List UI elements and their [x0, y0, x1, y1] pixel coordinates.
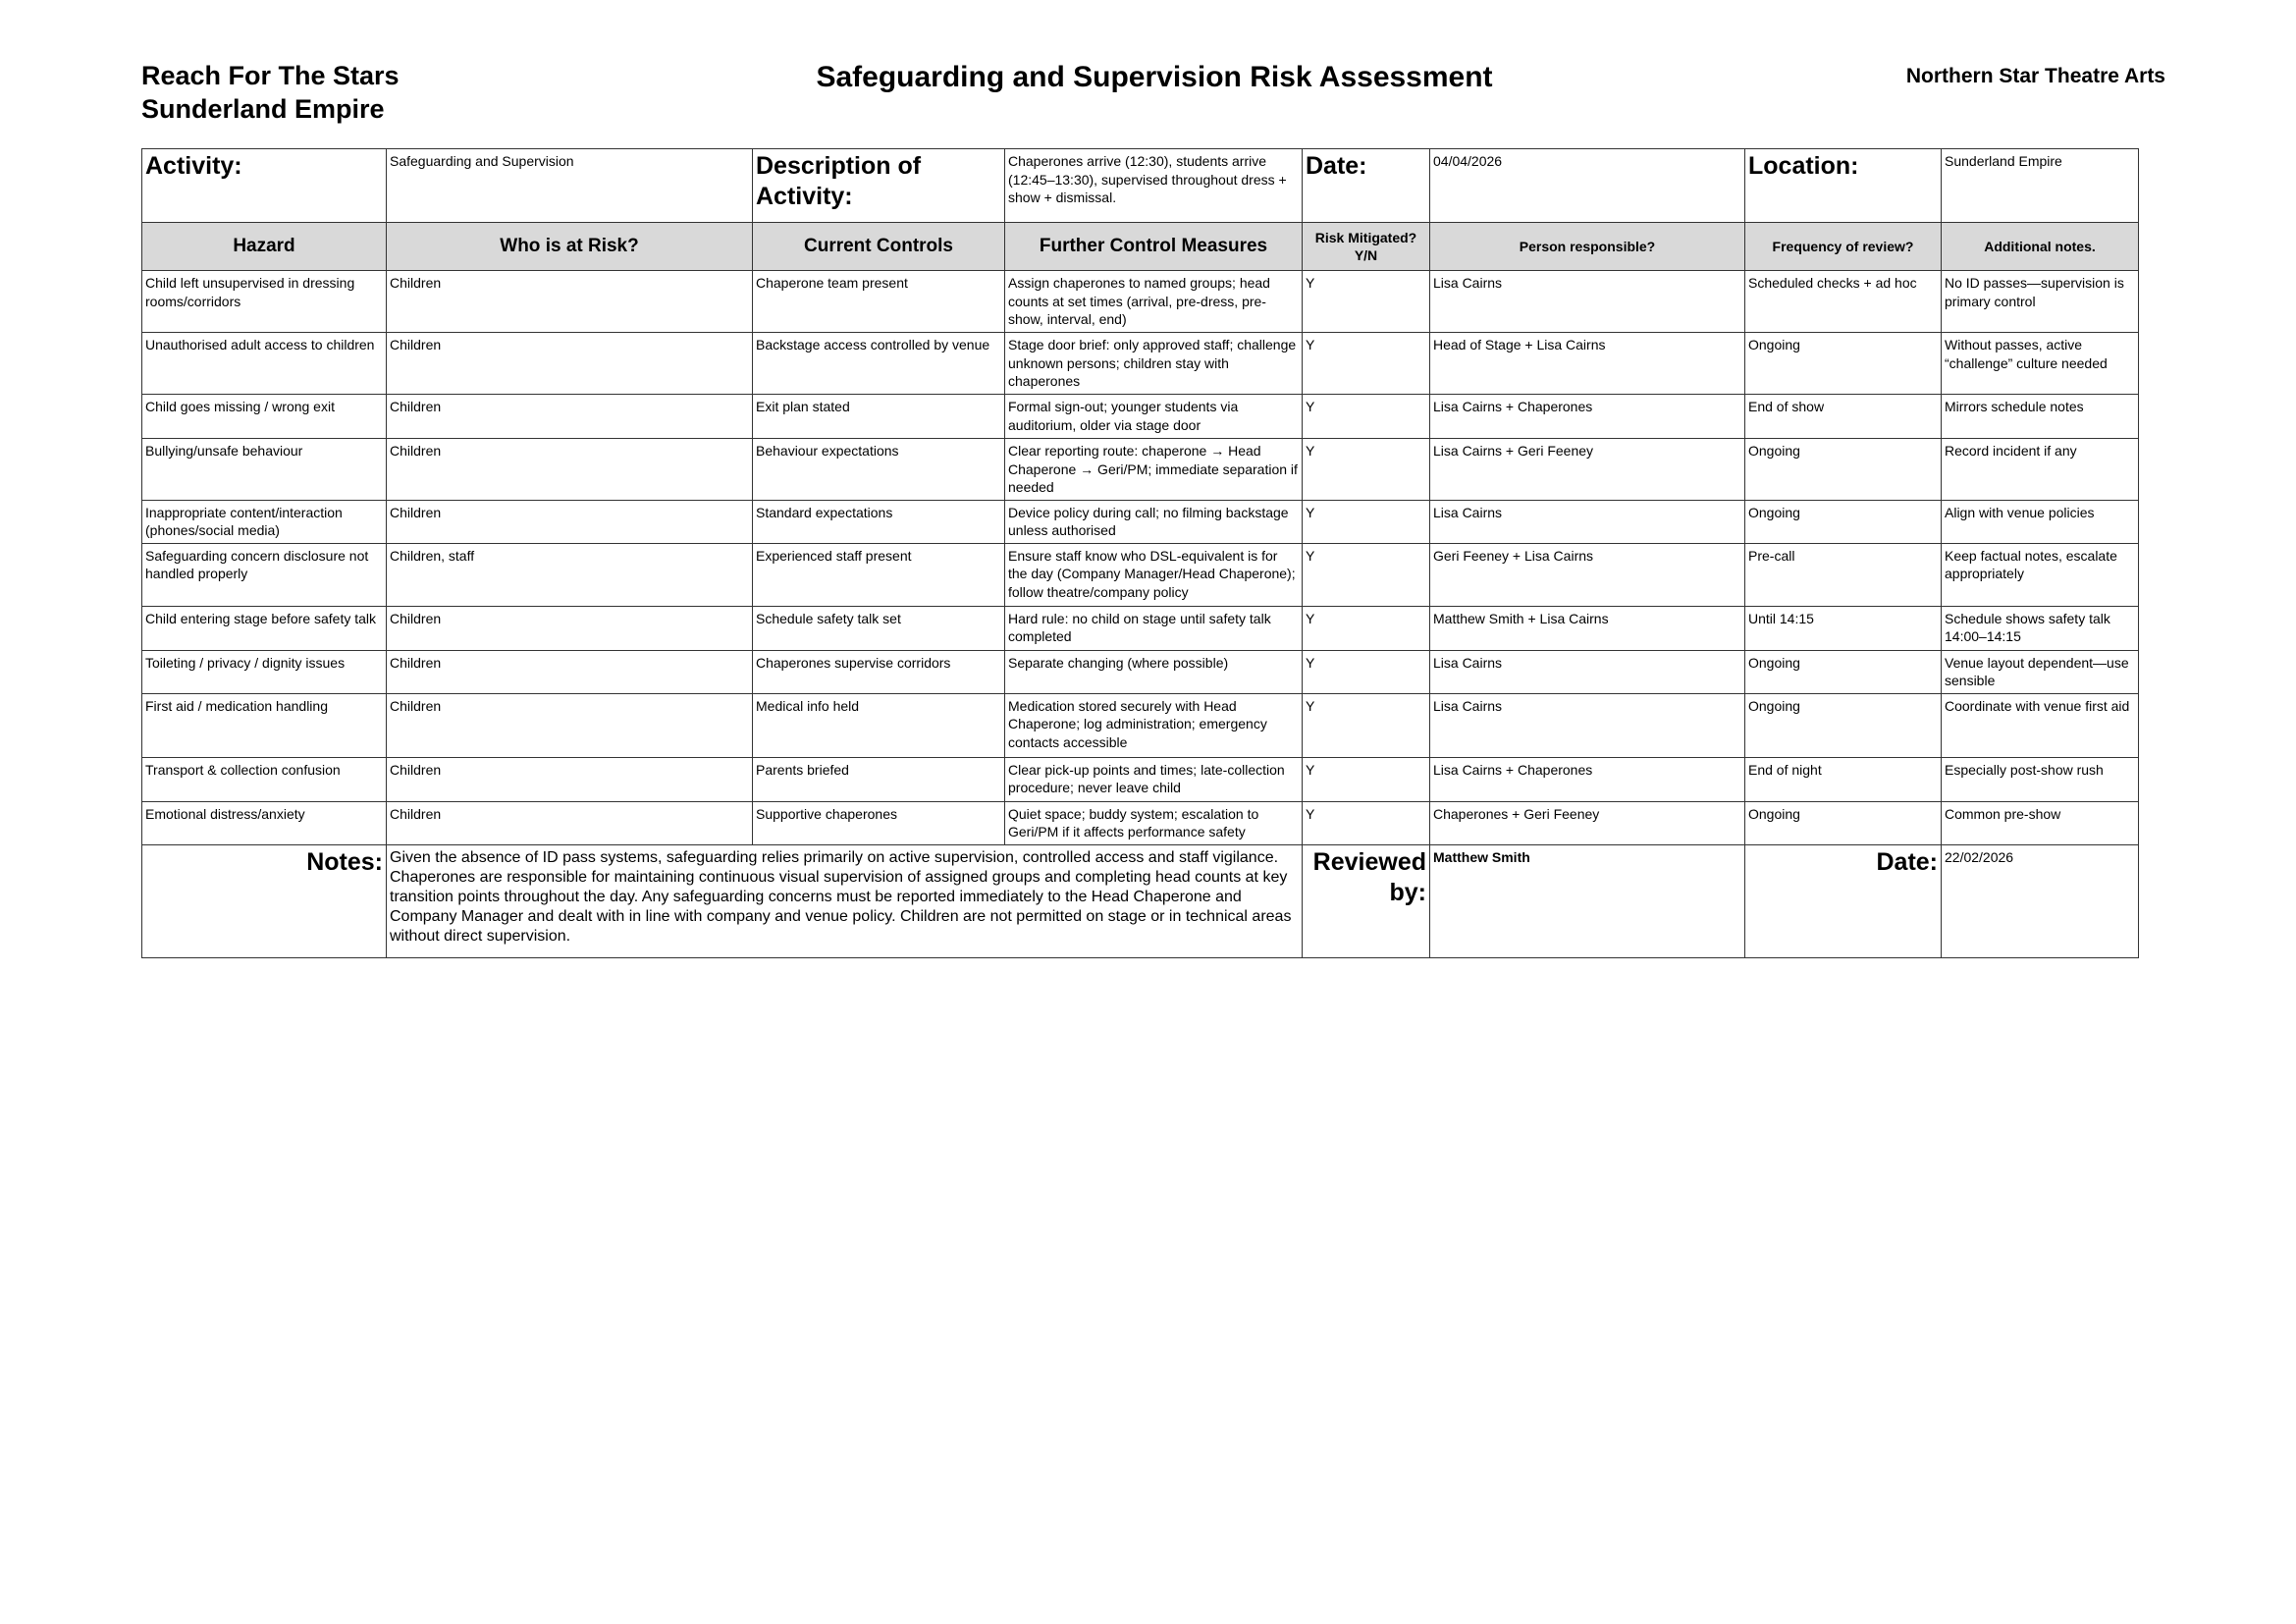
- cell-risk-mitigated: Y: [1303, 801, 1430, 844]
- col-frequency: Frequency of review?: [1745, 223, 1942, 271]
- cell-further-measures: Hard rule: no child on stage until safety talk completed: [1005, 606, 1303, 650]
- col-hazard: Hazard: [142, 223, 387, 271]
- table-row: [142, 693, 2139, 757]
- cell-additional-notes: Without passes, active “challenge” culture needed: [1942, 333, 2139, 395]
- table-row: [142, 757, 2139, 801]
- table-row: [142, 543, 2139, 606]
- cell-hazard: Child goes missing / wrong exit: [142, 395, 387, 439]
- cell-current-controls: Supportive chaperones: [753, 801, 1005, 844]
- cell-frequency: End of show: [1745, 395, 1942, 439]
- cell-further-measures: Ensure staff know who DSL-equivalent is for the day (Company Manager/Head Chaperone); follow theatre/company policy: [1005, 543, 1303, 606]
- col-further-measures: Further Control Measures: [1005, 223, 1303, 271]
- cell-current-controls: Experienced staff present: [753, 543, 1005, 606]
- cell-who-at-risk: Children: [387, 693, 753, 757]
- cell-frequency: Until 14:15: [1745, 606, 1942, 650]
- col-who-at-risk: Who is at Risk?: [387, 223, 753, 271]
- cell-frequency: Ongoing: [1745, 333, 1942, 395]
- footer-row: [142, 844, 2139, 957]
- cell-further-measures: Quiet space; buddy system; escalation to Geri/PM if it affects performance safety: [1005, 801, 1303, 844]
- cell-additional-notes: Common pre-show: [1942, 801, 2139, 844]
- org-line-1: Reach For The Stars: [141, 61, 400, 90]
- cell-who-at-risk: Children, staff: [387, 543, 753, 606]
- table-row: [142, 606, 2139, 650]
- cell-further-measures: Device policy during call; no filming backstage unless authorised: [1005, 500, 1303, 543]
- cell-frequency: Ongoing: [1745, 650, 1942, 693]
- cell-hazard: Bullying/unsafe behaviour: [142, 439, 387, 501]
- table-row: [142, 395, 2139, 439]
- cell-current-controls: Chaperone team present: [753, 271, 1005, 333]
- cell-current-controls: Chaperones supervise corridors: [753, 650, 1005, 693]
- cell-risk-mitigated: Y: [1303, 606, 1430, 650]
- cell-who-at-risk: Children: [387, 333, 753, 395]
- risk-assessment-table: [141, 148, 2139, 958]
- cell-hazard: Unauthorised adult access to children: [142, 333, 387, 395]
- col-risk-mitigated: Risk Mitigated? Y/N: [1303, 223, 1430, 271]
- cell-person-responsible: Lisa Cairns + Chaperones: [1430, 757, 1745, 801]
- cell-who-at-risk: Children: [387, 801, 753, 844]
- cell-person-responsible: Geri Feeney + Lisa Cairns: [1430, 543, 1745, 606]
- table-row: [142, 271, 2139, 333]
- cell-risk-mitigated: Y: [1303, 693, 1430, 757]
- cell-person-responsible: Lisa Cairns + Chaperones: [1430, 395, 1745, 439]
- cell-further-measures: Formal sign-out; younger students via auditorium, older via stage door: [1005, 395, 1303, 439]
- notes-label: Notes:: [142, 844, 387, 957]
- cell-who-at-risk: Children: [387, 395, 753, 439]
- cell-frequency: Ongoing: [1745, 801, 1942, 844]
- cell-current-controls: Exit plan stated: [753, 395, 1005, 439]
- col-additional-notes: Additional notes.: [1942, 223, 2139, 271]
- cell-frequency: Pre-call: [1745, 543, 1942, 606]
- date-label: Date:: [1303, 149, 1430, 223]
- cell-who-at-risk: Children: [387, 439, 753, 501]
- cell-frequency: Ongoing: [1745, 500, 1942, 543]
- cell-further-measures: Separate changing (where possible): [1005, 650, 1303, 693]
- cell-hazard: Child entering stage before safety talk: [142, 606, 387, 650]
- cell-current-controls: Standard expectations: [753, 500, 1005, 543]
- cell-additional-notes: Venue layout dependent—use sensible: [1942, 650, 2139, 693]
- cell-person-responsible: Lisa Cairns: [1430, 500, 1745, 543]
- cell-further-measures: Medication stored securely with Head Chaperone; log administration; emergency contacts accessible: [1005, 693, 1303, 757]
- description-label: Description of Activity:: [753, 149, 1005, 223]
- cell-current-controls: Schedule safety talk set: [753, 606, 1005, 650]
- cell-risk-mitigated: Y: [1303, 333, 1430, 395]
- cell-hazard: Inappropriate content/interaction (phones/social media): [142, 500, 387, 543]
- cell-risk-mitigated: Y: [1303, 543, 1430, 606]
- notes-text: Given the absence of ID pass systems, safeguarding relies primarily on active supervision, controlled access and staff vigilance. Chaperones are responsible for maintaining continuous visual supervision of assigned groups and completing head counts at key transition points throughout the day. Any safeguarding concerns must be reported immediately to the Head Chaperone and Company Manager and dealt with in line with company and venue policy. Children are not permitted on stage or in technical areas without direct supervision.: [387, 844, 1303, 957]
- cell-person-responsible: Lisa Cairns + Geri Feeney: [1430, 439, 1745, 501]
- cell-person-responsible: Chaperones + Geri Feeney: [1430, 801, 1745, 844]
- reviewed-by-label: Reviewed by:: [1303, 844, 1430, 957]
- cell-hazard: Safeguarding concern disclosure not handled properly: [142, 543, 387, 606]
- cell-current-controls: Behaviour expectations: [753, 439, 1005, 501]
- cell-frequency: Scheduled checks + ad hoc: [1745, 271, 1942, 333]
- col-current-controls: Current Controls: [753, 223, 1005, 271]
- cell-additional-notes: No ID passes—supervision is primary control: [1942, 271, 2139, 333]
- activity-label: Activity:: [142, 149, 387, 223]
- cell-hazard: Toileting / privacy / dignity issues: [142, 650, 387, 693]
- cell-person-responsible: Lisa Cairns: [1430, 271, 1745, 333]
- page-title: Safeguarding and Supervision Risk Assessment: [816, 61, 1493, 93]
- cell-additional-notes: Especially post-show rush: [1942, 757, 2139, 801]
- cell-further-measures: Clear reporting route: chaperone → Head Chaperone → Geri/PM; immediate separation if needed: [1005, 439, 1303, 501]
- cell-hazard: Emotional distress/anxiety: [142, 801, 387, 844]
- cell-hazard: Transport & collection confusion: [142, 757, 387, 801]
- table-row: [142, 439, 2139, 501]
- cell-hazard: First aid / medication handling: [142, 693, 387, 757]
- org-line-2: Sunderland Empire: [141, 94, 385, 124]
- cell-hazard: Child left unsupervised in dressing rooms/corridors: [142, 271, 387, 333]
- date-value: 04/04/2026: [1430, 149, 1745, 223]
- cell-frequency: Ongoing: [1745, 439, 1942, 501]
- cell-further-measures: Stage door brief: only approved staff; challenge unknown persons; children stay with chaperones: [1005, 333, 1303, 395]
- info-row: [142, 149, 2139, 223]
- review-date-label: Date:: [1745, 844, 1942, 957]
- cell-frequency: End of night: [1745, 757, 1942, 801]
- cell-further-measures: Assign chaperones to named groups; head counts at set times (arrival, pre-dress, pre-show, interval, end): [1005, 271, 1303, 333]
- activity-value: Safeguarding and Supervision: [387, 149, 753, 223]
- cell-additional-notes: Align with venue policies: [1942, 500, 2139, 543]
- cell-person-responsible: Lisa Cairns: [1430, 693, 1745, 757]
- col-person-responsible: Person responsible?: [1430, 223, 1745, 271]
- header-row: [142, 223, 2139, 271]
- cell-risk-mitigated: Y: [1303, 439, 1430, 501]
- cell-risk-mitigated: Y: [1303, 395, 1430, 439]
- cell-person-responsible: Head of Stage + Lisa Cairns: [1430, 333, 1745, 395]
- cell-additional-notes: Schedule shows safety talk 14:00–14:15: [1942, 606, 2139, 650]
- cell-frequency: Ongoing: [1745, 693, 1942, 757]
- cell-additional-notes: Mirrors schedule notes: [1942, 395, 2139, 439]
- cell-additional-notes: Coordinate with venue first aid: [1942, 693, 2139, 757]
- cell-person-responsible: Lisa Cairns: [1430, 650, 1745, 693]
- cell-additional-notes: Record incident if any: [1942, 439, 2139, 501]
- risk-rows: [142, 271, 2139, 845]
- cell-who-at-risk: Children: [387, 606, 753, 650]
- location-label: Location:: [1745, 149, 1942, 223]
- cell-risk-mitigated: Y: [1303, 271, 1430, 333]
- table-row: [142, 650, 2139, 693]
- table-row: [142, 801, 2139, 844]
- cell-current-controls: Parents briefed: [753, 757, 1005, 801]
- cell-further-measures: Clear pick-up points and times; late-collection procedure; never leave child: [1005, 757, 1303, 801]
- cell-who-at-risk: Children: [387, 500, 753, 543]
- cell-additional-notes: Keep factual notes, escalate appropriately: [1942, 543, 2139, 606]
- cell-risk-mitigated: Y: [1303, 500, 1430, 543]
- cell-risk-mitigated: Y: [1303, 650, 1430, 693]
- table-row: [142, 333, 2139, 395]
- description-value: Chaperones arrive (12:30), students arrive (12:45–13:30), supervised throughout dress + show + dismissal.: [1005, 149, 1303, 223]
- cell-person-responsible: Matthew Smith + Lisa Cairns: [1430, 606, 1745, 650]
- cell-who-at-risk: Children: [387, 271, 753, 333]
- cell-current-controls: Medical info held: [753, 693, 1005, 757]
- cell-current-controls: Backstage access controlled by venue: [753, 333, 1005, 395]
- cell-risk-mitigated: Y: [1303, 757, 1430, 801]
- cell-who-at-risk: Children: [387, 757, 753, 801]
- location-value: Sunderland Empire: [1942, 149, 2139, 223]
- reviewed-by-value: Matthew Smith: [1430, 844, 1745, 957]
- company-name: Northern Star Theatre Arts: [1905, 65, 2165, 87]
- cell-who-at-risk: Children: [387, 650, 753, 693]
- review-date-value: 22/02/2026: [1942, 844, 2139, 957]
- table-row: [142, 500, 2139, 543]
